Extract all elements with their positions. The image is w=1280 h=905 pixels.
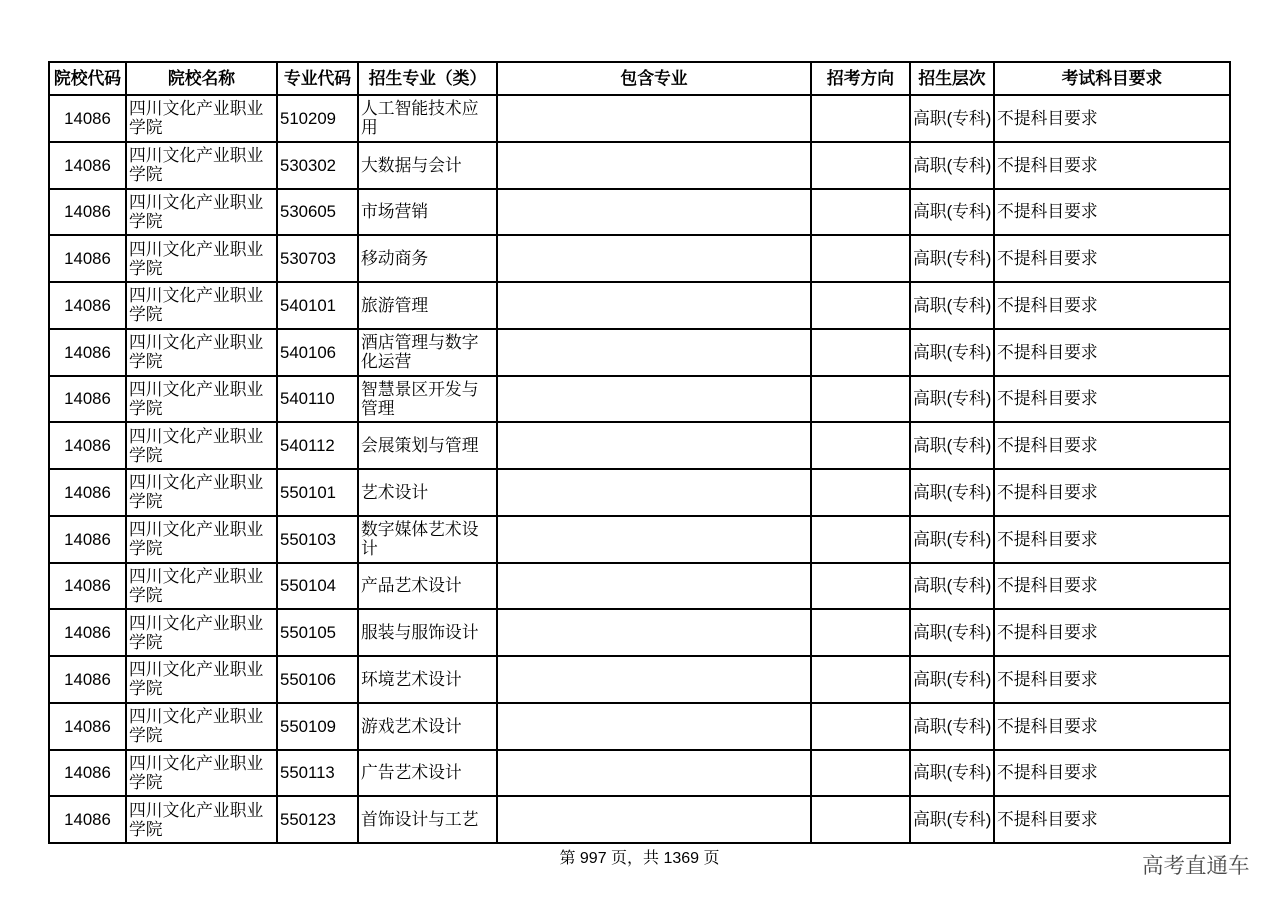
cell-major-code	[278, 330, 357, 375]
header-admission-direction: 招考方向	[812, 63, 909, 94]
cell-level	[911, 797, 993, 842]
subject-requirement-text: 不提科目要求	[997, 623, 1098, 643]
major-code-text: 530703	[280, 249, 336, 269]
cell-admission-direction	[812, 751, 909, 796]
major-text: 广告艺术设计	[361, 763, 462, 783]
major-code-text: 550105	[280, 623, 336, 643]
school-name-text: 四川文化产业职业学院	[129, 800, 264, 839]
cell-major	[359, 564, 496, 609]
subject-requirement-text: 不提科目要求	[997, 482, 1098, 502]
subject-requirement-text: 不提科目要求	[997, 810, 1098, 830]
cell-major-code	[278, 377, 357, 422]
cell-school-code	[50, 377, 125, 422]
cell-school-name	[127, 330, 276, 375]
school-code-text: 14086	[64, 389, 111, 409]
cell-subject-requirement	[995, 377, 1229, 422]
major-text: 市场营销	[361, 202, 429, 222]
cell-level	[911, 96, 993, 141]
level-text: 高职(专科)	[913, 249, 992, 269]
cell-school-code	[50, 564, 125, 609]
major-text: 艺术设计	[361, 482, 429, 502]
cell-admission-direction	[812, 283, 909, 328]
cell-level	[911, 330, 993, 375]
school-name-text: 四川文化产业职业学院	[129, 613, 264, 652]
subject-requirement-text: 不提科目要求	[997, 295, 1098, 315]
level-text: 高职(专科)	[913, 482, 992, 502]
subject-requirement-text: 不提科目要求	[997, 155, 1098, 175]
cell-level	[911, 190, 993, 235]
cell-subject-requirement	[995, 236, 1229, 281]
cell-included-majors	[498, 330, 810, 375]
cell-subject-requirement	[995, 797, 1229, 842]
level-text: 高职(专科)	[913, 810, 992, 830]
major-code-text: 550106	[280, 669, 336, 689]
school-code-text: 14086	[64, 669, 111, 689]
subject-requirement-text: 不提科目要求	[997, 763, 1098, 783]
subject-requirement-text: 不提科目要求	[997, 108, 1098, 128]
level-text: 高职(专科)	[913, 389, 992, 409]
cell-subject-requirement	[995, 143, 1229, 188]
major-text: 数字媒体艺术设计	[361, 520, 479, 559]
cell-major-code	[278, 190, 357, 235]
cell-school-code	[50, 236, 125, 281]
school-code-text: 14086	[64, 108, 111, 128]
cell-major-code	[278, 96, 357, 141]
cell-school-name	[127, 377, 276, 422]
major-code-text: 530302	[280, 155, 336, 175]
header-school-name: 院校名称	[127, 63, 276, 94]
school-name-text: 四川文化产业职业学院	[129, 566, 264, 605]
cell-major-code	[278, 797, 357, 842]
watermark-logo: 高考直通车	[1142, 854, 1250, 878]
major-code-text: 540106	[280, 342, 336, 362]
cell-subject-requirement	[995, 423, 1229, 468]
subject-requirement-text: 不提科目要求	[997, 529, 1098, 549]
cell-major	[359, 751, 496, 796]
major-code-text: 540112	[280, 436, 335, 456]
cell-admission-direction	[812, 330, 909, 375]
cell-admission-direction	[812, 704, 909, 749]
level-text: 高职(专科)	[913, 576, 992, 596]
cell-school-name	[127, 657, 276, 702]
cell-subject-requirement	[995, 190, 1229, 235]
cell-school-code	[50, 797, 125, 842]
cell-included-majors	[498, 190, 810, 235]
header-major: 招生专业（类）	[359, 63, 496, 94]
cell-school-name	[127, 96, 276, 141]
cell-admission-direction	[812, 517, 909, 562]
school-code-text: 14086	[64, 623, 111, 643]
level-text: 高职(专科)	[913, 436, 992, 456]
cell-school-code	[50, 330, 125, 375]
cell-major	[359, 190, 496, 235]
school-name-text: 四川文化产业职业学院	[129, 239, 264, 278]
school-name-text: 四川文化产业职业学院	[129, 333, 264, 372]
cell-level	[911, 751, 993, 796]
cell-school-name	[127, 283, 276, 328]
major-code-text: 540101	[280, 295, 336, 315]
cell-admission-direction	[812, 377, 909, 422]
cell-school-code	[50, 657, 125, 702]
cell-school-name	[127, 797, 276, 842]
cell-level	[911, 564, 993, 609]
school-code-text: 14086	[64, 763, 111, 783]
cell-included-majors	[498, 236, 810, 281]
cell-subject-requirement	[995, 657, 1229, 702]
cell-admission-direction	[812, 236, 909, 281]
cell-major	[359, 236, 496, 281]
cell-major	[359, 377, 496, 422]
subject-requirement-text: 不提科目要求	[997, 202, 1098, 222]
school-code-text: 14086	[64, 716, 111, 736]
school-code-text: 14086	[64, 249, 111, 269]
cell-major	[359, 610, 496, 655]
cell-level	[911, 657, 993, 702]
subject-requirement-text: 不提科目要求	[997, 576, 1098, 596]
major-text: 首饰设计与工艺	[361, 810, 479, 830]
major-text: 会展策划与管理	[361, 436, 479, 456]
major-text: 产品艺术设计	[361, 576, 462, 596]
major-code-text: 550113	[280, 763, 335, 783]
school-name-text: 四川文化产业职业学院	[129, 99, 264, 138]
cell-major	[359, 96, 496, 141]
cell-included-majors	[498, 377, 810, 422]
major-code-text: 550104	[280, 576, 336, 596]
cell-major	[359, 657, 496, 702]
school-name-text: 四川文化产业职业学院	[129, 146, 264, 185]
cell-admission-direction	[812, 143, 909, 188]
cell-major	[359, 517, 496, 562]
cell-level	[911, 377, 993, 422]
cell-subject-requirement	[995, 96, 1229, 141]
school-code-text: 14086	[64, 295, 111, 315]
cell-admission-direction	[812, 423, 909, 468]
cell-included-majors	[498, 96, 810, 141]
school-name-text: 四川文化产业职业学院	[129, 753, 264, 792]
level-text: 高职(专科)	[913, 763, 992, 783]
header-included-majors: 包含专业	[498, 63, 810, 94]
cell-major	[359, 143, 496, 188]
cell-school-name	[127, 564, 276, 609]
cell-included-majors	[498, 657, 810, 702]
school-name-text: 四川文化产业职业学院	[129, 379, 264, 418]
admissions-table	[48, 61, 1231, 844]
major-code-text: 550103	[280, 529, 336, 549]
major-code-text: 530605	[280, 202, 336, 222]
cell-school-name	[127, 751, 276, 796]
major-text: 酒店管理与数字化运营	[361, 333, 479, 372]
school-name-text: 四川文化产业职业学院	[129, 660, 264, 699]
cell-level	[911, 236, 993, 281]
cell-level	[911, 143, 993, 188]
cell-included-majors	[498, 564, 810, 609]
subject-requirement-text: 不提科目要求	[997, 342, 1098, 362]
cell-major-code	[278, 751, 357, 796]
cell-level	[911, 423, 993, 468]
cell-school-code	[50, 751, 125, 796]
school-code-text: 14086	[64, 529, 111, 549]
cell-included-majors	[498, 704, 810, 749]
school-name-text: 四川文化产业职业学院	[129, 707, 264, 746]
school-code-text: 14086	[64, 810, 111, 830]
level-text: 高职(专科)	[913, 342, 992, 362]
cell-school-name	[127, 610, 276, 655]
major-text: 智慧景区开发与管理	[361, 379, 479, 418]
school-code-text: 14086	[64, 202, 111, 222]
cell-subject-requirement	[995, 704, 1229, 749]
cell-school-code	[50, 704, 125, 749]
cell-school-code	[50, 143, 125, 188]
cell-admission-direction	[812, 190, 909, 235]
subject-requirement-text: 不提科目要求	[997, 669, 1098, 689]
school-code-text: 14086	[64, 482, 111, 502]
cell-school-name	[127, 190, 276, 235]
cell-included-majors	[498, 751, 810, 796]
cell-included-majors	[498, 517, 810, 562]
header-level: 招生层次	[911, 63, 993, 94]
cell-included-majors	[498, 143, 810, 188]
cell-subject-requirement	[995, 751, 1229, 796]
cell-major-code	[278, 610, 357, 655]
cell-level	[911, 283, 993, 328]
major-code-text: 540110	[280, 389, 335, 409]
school-code-text: 14086	[64, 576, 111, 596]
cell-school-name	[127, 704, 276, 749]
cell-admission-direction	[812, 797, 909, 842]
major-code-text: 510209	[280, 108, 336, 128]
major-text: 大数据与会计	[361, 155, 462, 175]
subject-requirement-text: 不提科目要求	[997, 716, 1098, 736]
subject-requirement-text: 不提科目要求	[997, 249, 1098, 269]
cell-included-majors	[498, 797, 810, 842]
level-text: 高职(专科)	[913, 202, 992, 222]
cell-major-code	[278, 236, 357, 281]
level-text: 高职(专科)	[913, 623, 992, 643]
level-text: 高职(专科)	[913, 295, 992, 315]
cell-level	[911, 610, 993, 655]
school-code-text: 14086	[64, 155, 111, 175]
cell-major-code	[278, 517, 357, 562]
school-name-text: 四川文化产业职业学院	[129, 286, 264, 325]
school-name-text: 四川文化产业职业学院	[129, 192, 264, 231]
header-major-code: 专业代码	[278, 63, 357, 94]
cell-subject-requirement	[995, 610, 1229, 655]
header-subject-requirement: 考试科目要求	[995, 63, 1229, 94]
cell-school-code	[50, 517, 125, 562]
level-text: 高职(专科)	[913, 155, 992, 175]
cell-major-code	[278, 657, 357, 702]
cell-included-majors	[498, 283, 810, 328]
cell-included-majors	[498, 423, 810, 468]
cell-school-name	[127, 470, 276, 515]
cell-subject-requirement	[995, 283, 1229, 328]
cell-subject-requirement	[995, 517, 1229, 562]
major-code-text: 550101	[280, 482, 336, 502]
cell-major	[359, 797, 496, 842]
cell-school-name	[127, 143, 276, 188]
cell-school-code	[50, 470, 125, 515]
level-text: 高职(专科)	[913, 108, 992, 128]
cell-major-code	[278, 423, 357, 468]
cell-major	[359, 423, 496, 468]
major-text: 游戏艺术设计	[361, 716, 462, 736]
cell-included-majors	[498, 470, 810, 515]
school-name-text: 四川文化产业职业学院	[129, 520, 264, 559]
cell-admission-direction	[812, 470, 909, 515]
cell-subject-requirement	[995, 330, 1229, 375]
major-text: 环境艺术设计	[361, 669, 462, 689]
cell-admission-direction	[812, 610, 909, 655]
cell-school-name	[127, 236, 276, 281]
major-text: 旅游管理	[361, 295, 429, 315]
major-code-text: 550123	[280, 810, 336, 830]
cell-school-code	[50, 190, 125, 235]
major-code-text: 550109	[280, 716, 336, 736]
cell-major-code	[278, 143, 357, 188]
school-code-text: 14086	[64, 436, 111, 456]
cell-admission-direction	[812, 657, 909, 702]
cell-school-name	[127, 423, 276, 468]
header-school-code: 院校代码	[50, 63, 125, 94]
cell-major	[359, 704, 496, 749]
level-text: 高职(专科)	[913, 529, 992, 549]
major-text: 人工智能技术应用	[361, 99, 479, 138]
cell-major-code	[278, 564, 357, 609]
major-text: 移动商务	[361, 249, 429, 269]
cell-school-code	[50, 423, 125, 468]
school-name-text: 四川文化产业职业学院	[129, 426, 264, 465]
major-text: 服装与服饰设计	[361, 623, 479, 643]
cell-major	[359, 330, 496, 375]
cell-level	[911, 517, 993, 562]
level-text: 高职(专科)	[913, 716, 992, 736]
level-text: 高职(专科)	[913, 669, 992, 689]
school-code-text: 14086	[64, 342, 111, 362]
cell-included-majors	[498, 610, 810, 655]
cell-major	[359, 283, 496, 328]
cell-major-code	[278, 283, 357, 328]
subject-requirement-text: 不提科目要求	[997, 389, 1098, 409]
cell-school-name	[127, 517, 276, 562]
cell-subject-requirement	[995, 470, 1229, 515]
page-number: 第 997 页，共 1369 页	[559, 850, 720, 867]
cell-school-code	[50, 283, 125, 328]
cell-major	[359, 470, 496, 515]
cell-level	[911, 470, 993, 515]
cell-school-code	[50, 610, 125, 655]
cell-subject-requirement	[995, 564, 1229, 609]
school-name-text: 四川文化产业职业学院	[129, 473, 264, 512]
cell-major-code	[278, 704, 357, 749]
cell-level	[911, 704, 993, 749]
cell-admission-direction	[812, 564, 909, 609]
subject-requirement-text: 不提科目要求	[997, 436, 1098, 456]
cell-school-code	[50, 96, 125, 141]
cell-major-code	[278, 470, 357, 515]
cell-admission-direction	[812, 96, 909, 141]
